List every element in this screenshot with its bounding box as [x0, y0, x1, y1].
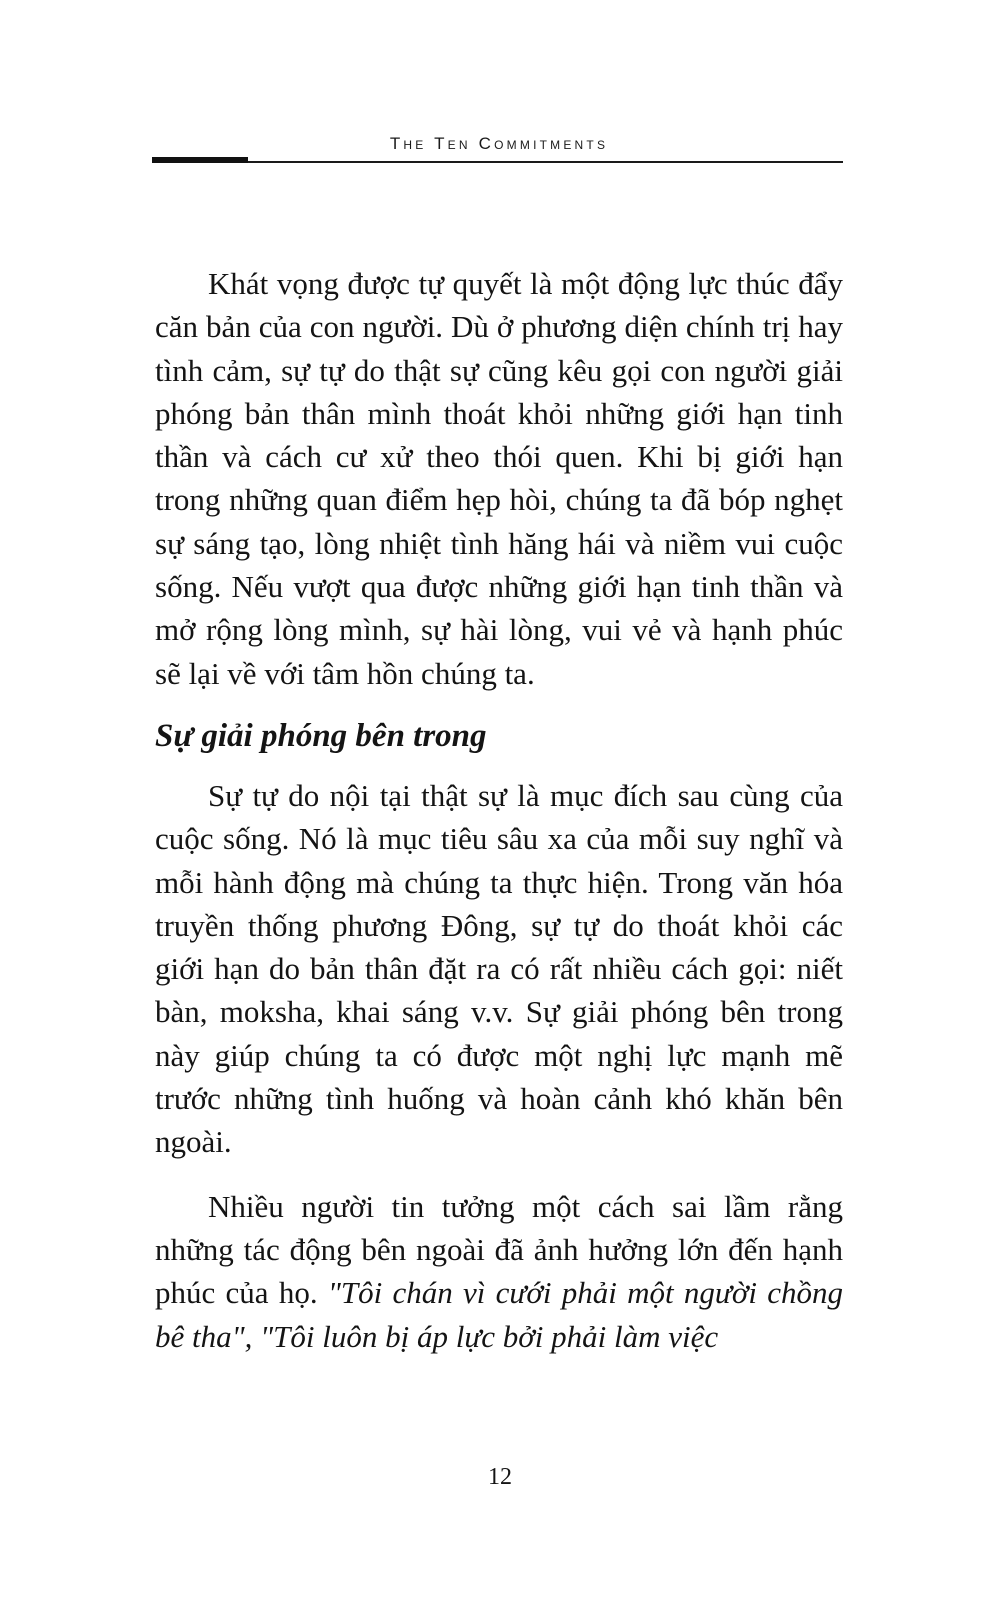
body-text	[155, 262, 843, 1358]
header-rule-accent	[152, 157, 248, 163]
section-heading: Sự giải phóng bên trong	[155, 717, 487, 754]
header-rule	[155, 161, 843, 163]
paragraph: Sự tự do nội tại thật sự là mục đích sau cùng của cuộc sống. Nó là mục tiêu sâu xa của mỗi suy nghĩ và mỗi hành động mà chúng ta thực hiện. Trong văn hóa truyền thống phương Đông, sự tự do thoát khỏi các giới hạn do bản thân đặt ra có rất nhiều cách gọi: niết bàn, moksha, khai sáng v.v. Sự giải phóng bên trong này giúp chúng ta có được một nghị lực mạnh mẽ trước những tình huống và hoàn cảnh khó khăn bên ngoài.	[155, 777, 843, 1160]
paragraph	[155, 1185, 843, 1358]
page-number: 12	[488, 1464, 512, 1490]
paragraph-quote: "Tôi chán vì cưới phải một người chồng bê tha", "Tôi luôn bị áp lực bởi phải làm việc	[155, 1275, 843, 1354]
running-header: The Ten Commitments	[389, 134, 609, 153]
paragraph-text: Nhiều người tin tưởng một cách sai lầm rằng những tác động bên ngoài đã ảnh hưởng lớn đến hạnh phúc của họ.	[155, 1188, 843, 1311]
paragraph: Khát vọng được tự quyết là một động lực thúc đẩy căn bản của con người. Dù ở phương diện chính trị hay tình cảm, sự tự do thật sự cũng kêu gọi con người giải phóng bản thân mình thoát khỏi những giới hạn tinh thần và cách cư xử theo thói quen. Khi bị giới hạn trong những quan điểm hẹp hòi, chúng ta đã bóp nghẹt sự sáng tạo, lòng nhiệt tình hăng hái và niềm vui cuộc sống. Nếu vượt qua được những giới hạn tinh thần và mở rộng lòng mình, sự hài lòng, vui vẻ và hạnh phúc sẽ lại về với tâm hồn chúng ta.	[155, 266, 843, 691]
